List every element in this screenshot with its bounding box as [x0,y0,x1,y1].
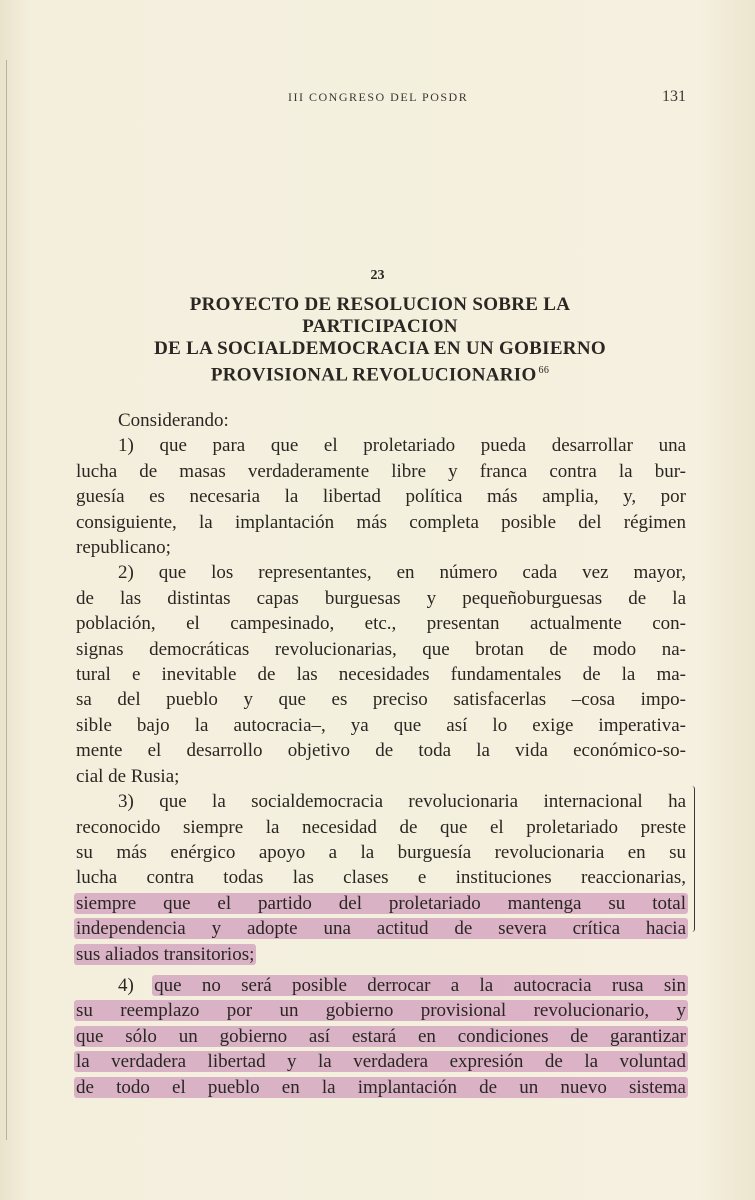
highlighted-line [76,891,686,916]
title-line: PROVISIONAL REVOLUCIONARIO [210,364,537,386]
text-line: lucha de masas verdaderamente libre y franca contra la bur- [76,460,686,482]
paragraph-4 [76,973,686,1100]
highlight: sus aliados transitorios; [76,943,255,965]
highlighted-line [76,942,686,967]
highlighted-line [76,998,686,1023]
document-title [60,294,700,386]
page-edge-rule [6,60,7,1140]
highlight: la verdadera libertad y la verdadera expresión de la voluntad [76,1051,686,1073]
text-line: consiguiente, la implantación más completa posible del régimen [76,511,686,533]
text-line: reconocido siempre la necesidad de que el proletariado preste [76,816,686,838]
margin-bracket [690,786,695,932]
text-line: cial de Rusia; [76,765,180,787]
footnote-marker: 66 [538,365,550,376]
text-line: sible bajo la autocracia–, ya que así lo exige imperativa- [76,714,686,736]
intro-paragraph [76,408,686,433]
text-line: sa del pueblo y que es preciso satisfacerlas –cosa impo- [76,689,686,711]
text-line: republicano; [76,537,171,559]
text-line: lucha contra todas las clases e instituciones reaccionarias, [76,867,686,889]
document-number: 23 [370,268,385,283]
highlighted-line [76,973,686,998]
highlight: que sólo un gobierno así estará en condiciones de garantizar [76,1025,686,1047]
resolution-body [76,408,686,1100]
highlight: su reemplazo por un gobierno provisional revolucionario, y [76,1000,686,1022]
text-line: signas democráticas revolucionarias, que brotan de modo na- [76,638,686,660]
text-line: 2) que los representantes, en número cada vez mayor, [118,562,686,584]
highlight: independencia y adopte una actitud de severa crítica hacia [76,918,686,940]
paragraph-2 [76,560,686,789]
page-header [78,88,686,110]
intro-line: Considerando: [118,410,229,431]
paragraph-3 [76,789,686,967]
running-head: III CONGRESO DEL POSDR [288,90,469,104]
text-line: de las distintas capas burguesas y pequeñoburguesas de la [76,587,686,609]
page-number: 131 [662,88,686,105]
title-line: PARTICIPACION [302,316,458,337]
highlight: siempre que el partido del proletariado mantenga su total [76,892,686,914]
text-line: tural e inevitable de las necesidades fundamentales de la ma- [76,664,686,686]
text-line: población, el campesinado, etc., presentan actualmente con- [76,613,686,635]
highlighted-line [76,1049,686,1074]
text-line: su más enérgico apoyo a la burguesía revolucionaria en su [76,841,686,863]
highlighted-line [76,916,686,941]
title-line: DE LA SOCIALDEMOCRACIA EN UN GOBIERNO [154,338,606,359]
paragraph-4-number: 4) [118,974,134,996]
paragraph-1 [76,433,686,560]
title-line-with-footnote [60,360,700,386]
highlighted-line [76,1024,686,1049]
title-line: PROYECTO DE RESOLUCION SOBRE LA [189,294,571,315]
text-line: 1) que para que el proletariado pueda desarrollar una [118,435,686,457]
text-line: 3) que la socialdemocracia revolucionaria internacional ha [118,791,686,813]
highlight: que no será posible derrocar a la autocracia rusa sin [154,974,686,996]
highlighted-line [76,1075,686,1100]
highlight: de todo el pueblo en la implantación de un nuevo sistema [76,1076,686,1098]
text-line: mente el desarrollo objetivo de toda la vida económico-so- [76,740,686,762]
text-line: guesía es necesaria la libertad política más amplia, y, por [76,486,686,508]
